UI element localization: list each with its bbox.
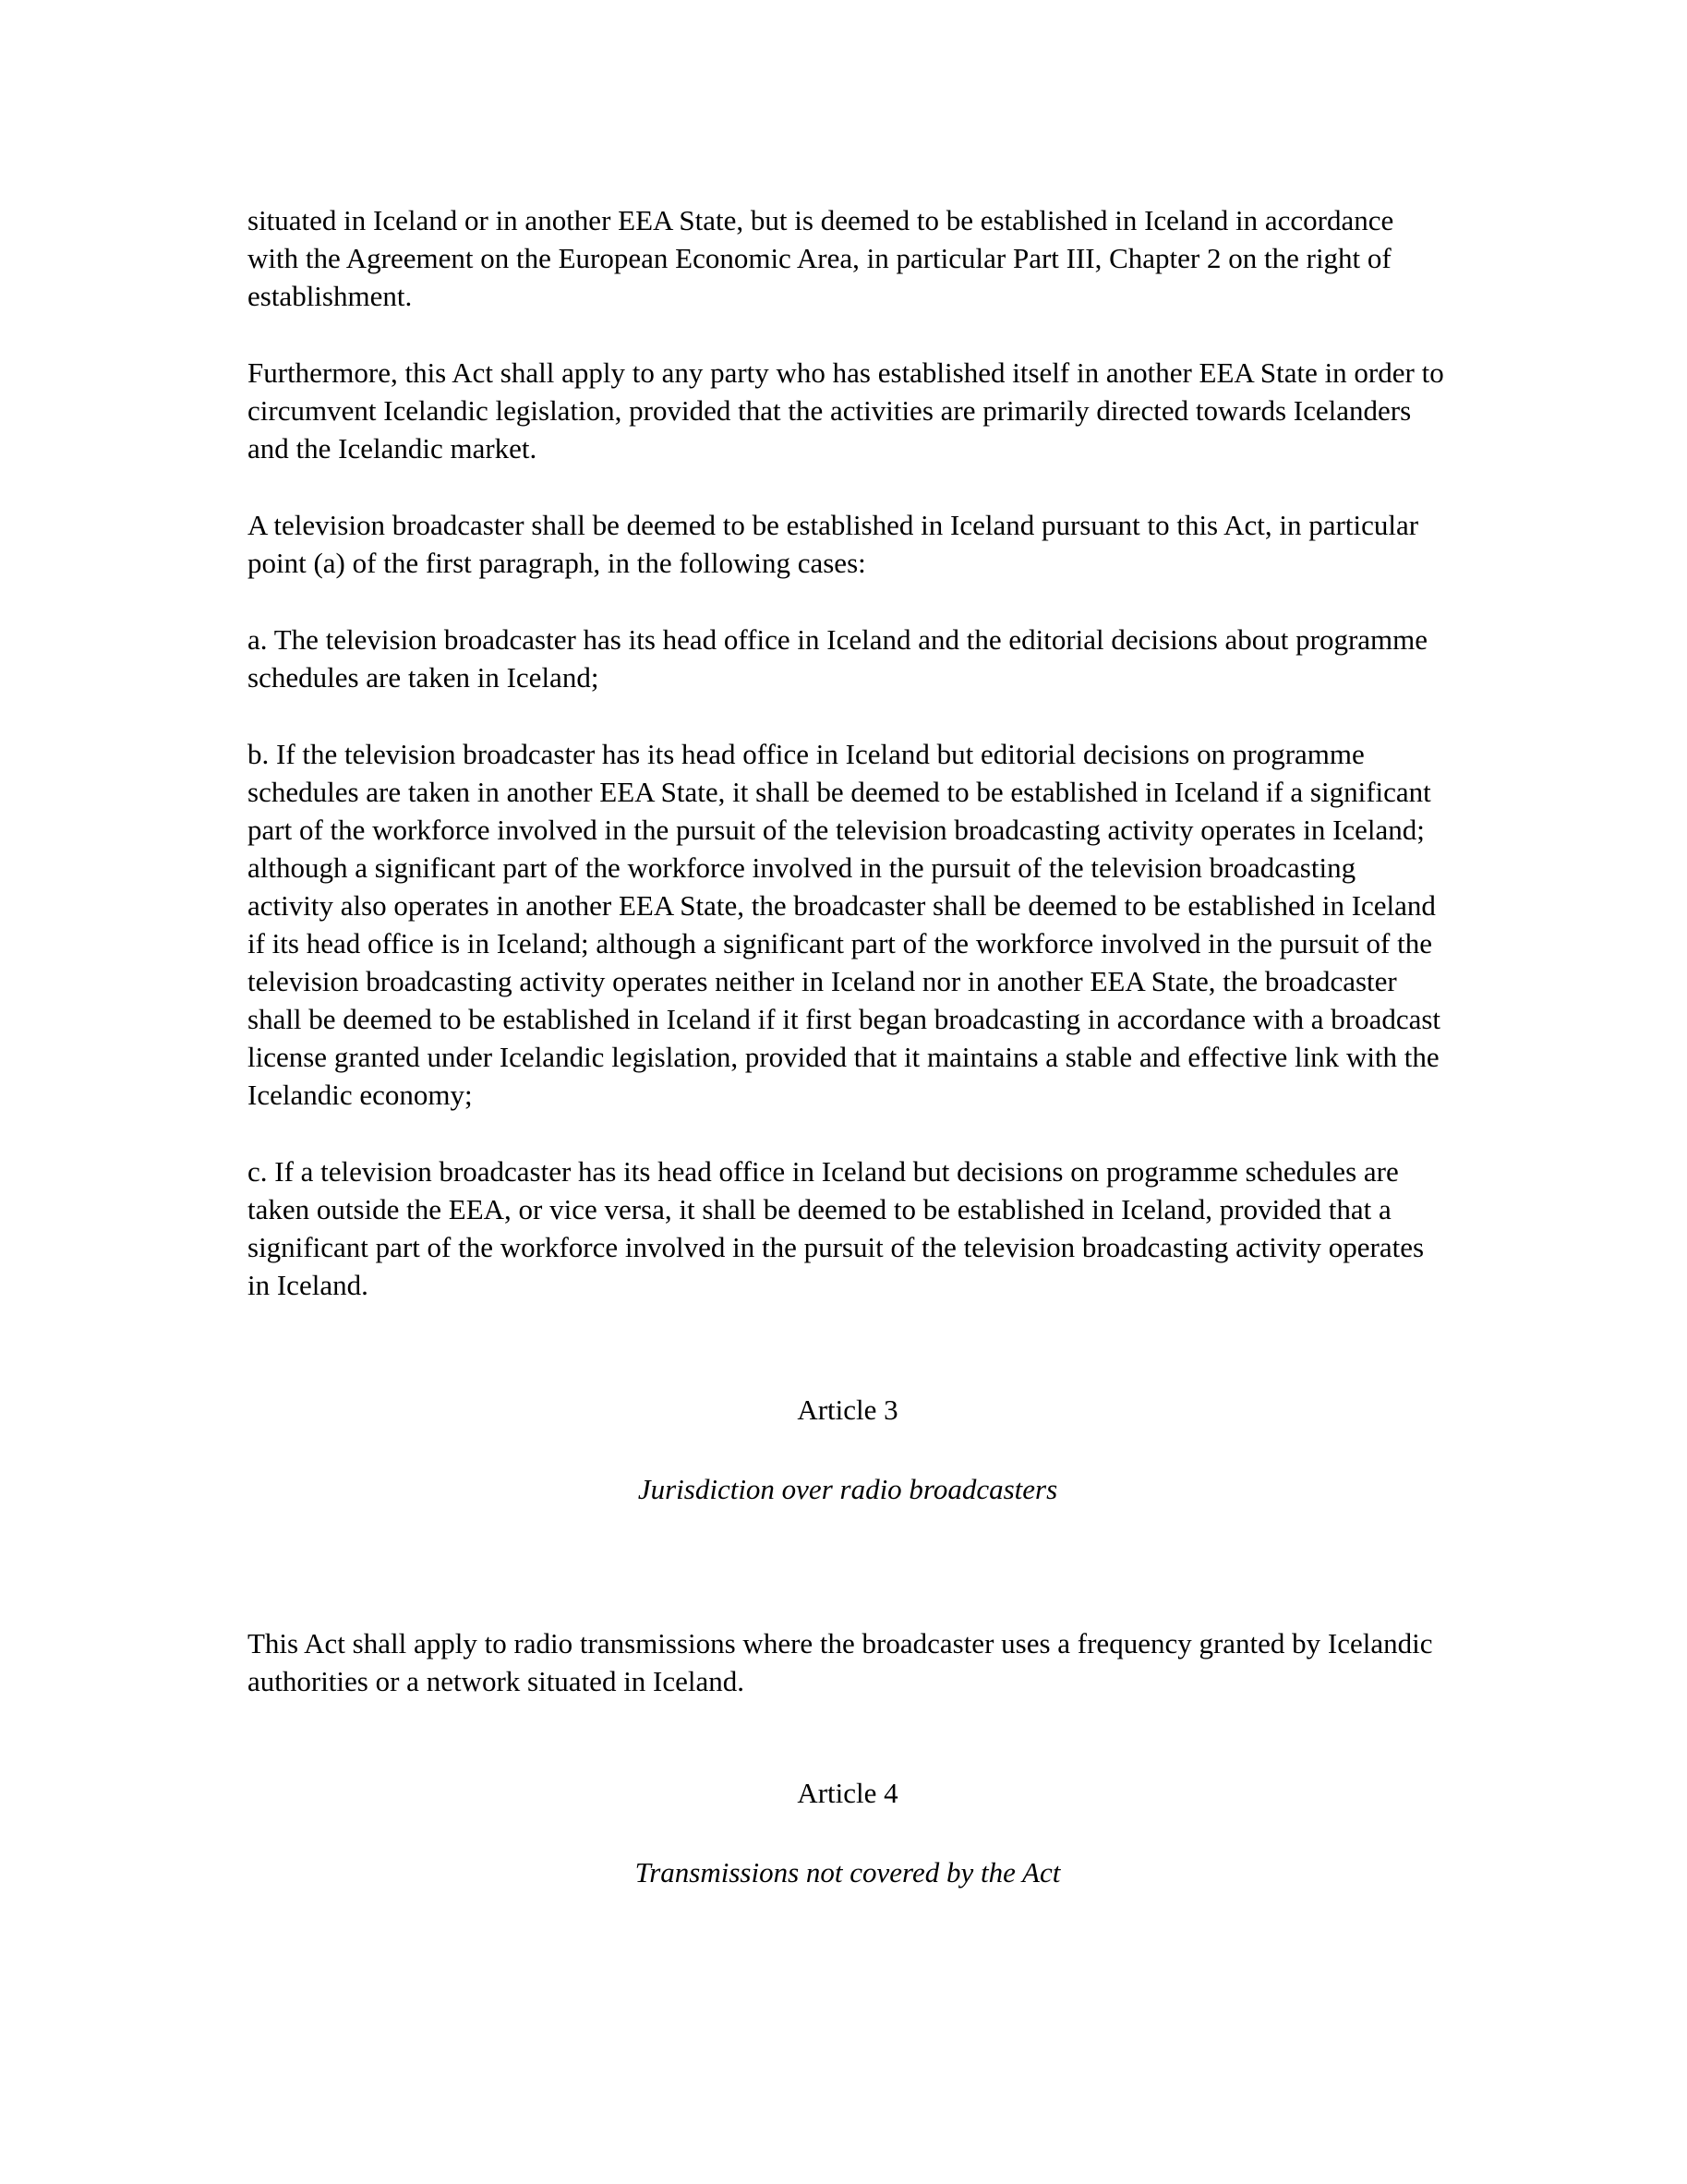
paragraph-television-broadcaster-cases: A television broadcaster shall be deemed to be established in Iceland pursuant to this Act, in particular point (a) of the first paragraph, in the following cases: [247, 509, 1419, 579]
paragraph-radio-transmissions: This Act shall apply to radio transmissions where the broadcaster uses a frequency granted by Icelandic authorities or a network situated in Iceland. [247, 1627, 1433, 1697]
paragraph-furthermore-circumvention: Furthermore, this Act shall apply to any party who has established itself in another EEA State in order to circumvent Icelandic legislation, provided that the activities are primarily directed towards Icelanders and the Icelandic market. [247, 356, 1444, 465]
paragraph-point-a: a. The television broadcaster has its head office in Iceland and the editorial decisions about programme schedules are taken in Iceland; [247, 623, 1428, 694]
page-content [247, 201, 1448, 1891]
paragraph-point-b: b. If the television broadcaster has its head office in Iceland but editorial decisions on programme schedules are taken in another EEA State, it shall be deemed to be established in Iceland if a significant part of the workforce involved in the pursuit of the television broadcasting activity operates in Iceland; although a significant part of the workforce involved in the pursuit of the television broadcasting activity also operates in another EEA State, the broadcaster shall be deemed to be established in Iceland if its head office is in Iceland; although a significant part of the workforce involved in the pursuit of the television broadcasting activity operates neither in Iceland nor in another EEA State, the broadcaster shall be deemed to be established in Iceland if it first began broadcasting in accordance with a broadcast license granted under Icelandic legislation, provided that it maintains a stable and effective link with the Icelandic economy; [247, 738, 1441, 1111]
article-4-subtitle: Transmissions not covered by the Act [634, 1856, 1061, 1888]
paragraph-establishment-continuation: situated in Iceland or in another EEA State, but is deemed to be established in Iceland in accordance with the Agreement on the European Economic Area, in particular Part III, Chapter 2 on the right of establishment. [247, 204, 1394, 312]
article-4-heading: Article 4 [797, 1777, 898, 1809]
article-3-subtitle: Jurisdiction over radio broadcasters [637, 1473, 1058, 1505]
article-3-heading: Article 3 [797, 1394, 898, 1426]
paragraph-point-c: c. If a television broadcaster has its head office in Iceland but decisions on programme schedules are taken outside the EEA, or vice versa, it shall be deemed to be established in Iceland, provided that a significant part of the workforce involved in the pursuit of the television broadcasting activity operates in Iceland. [247, 1155, 1425, 1301]
